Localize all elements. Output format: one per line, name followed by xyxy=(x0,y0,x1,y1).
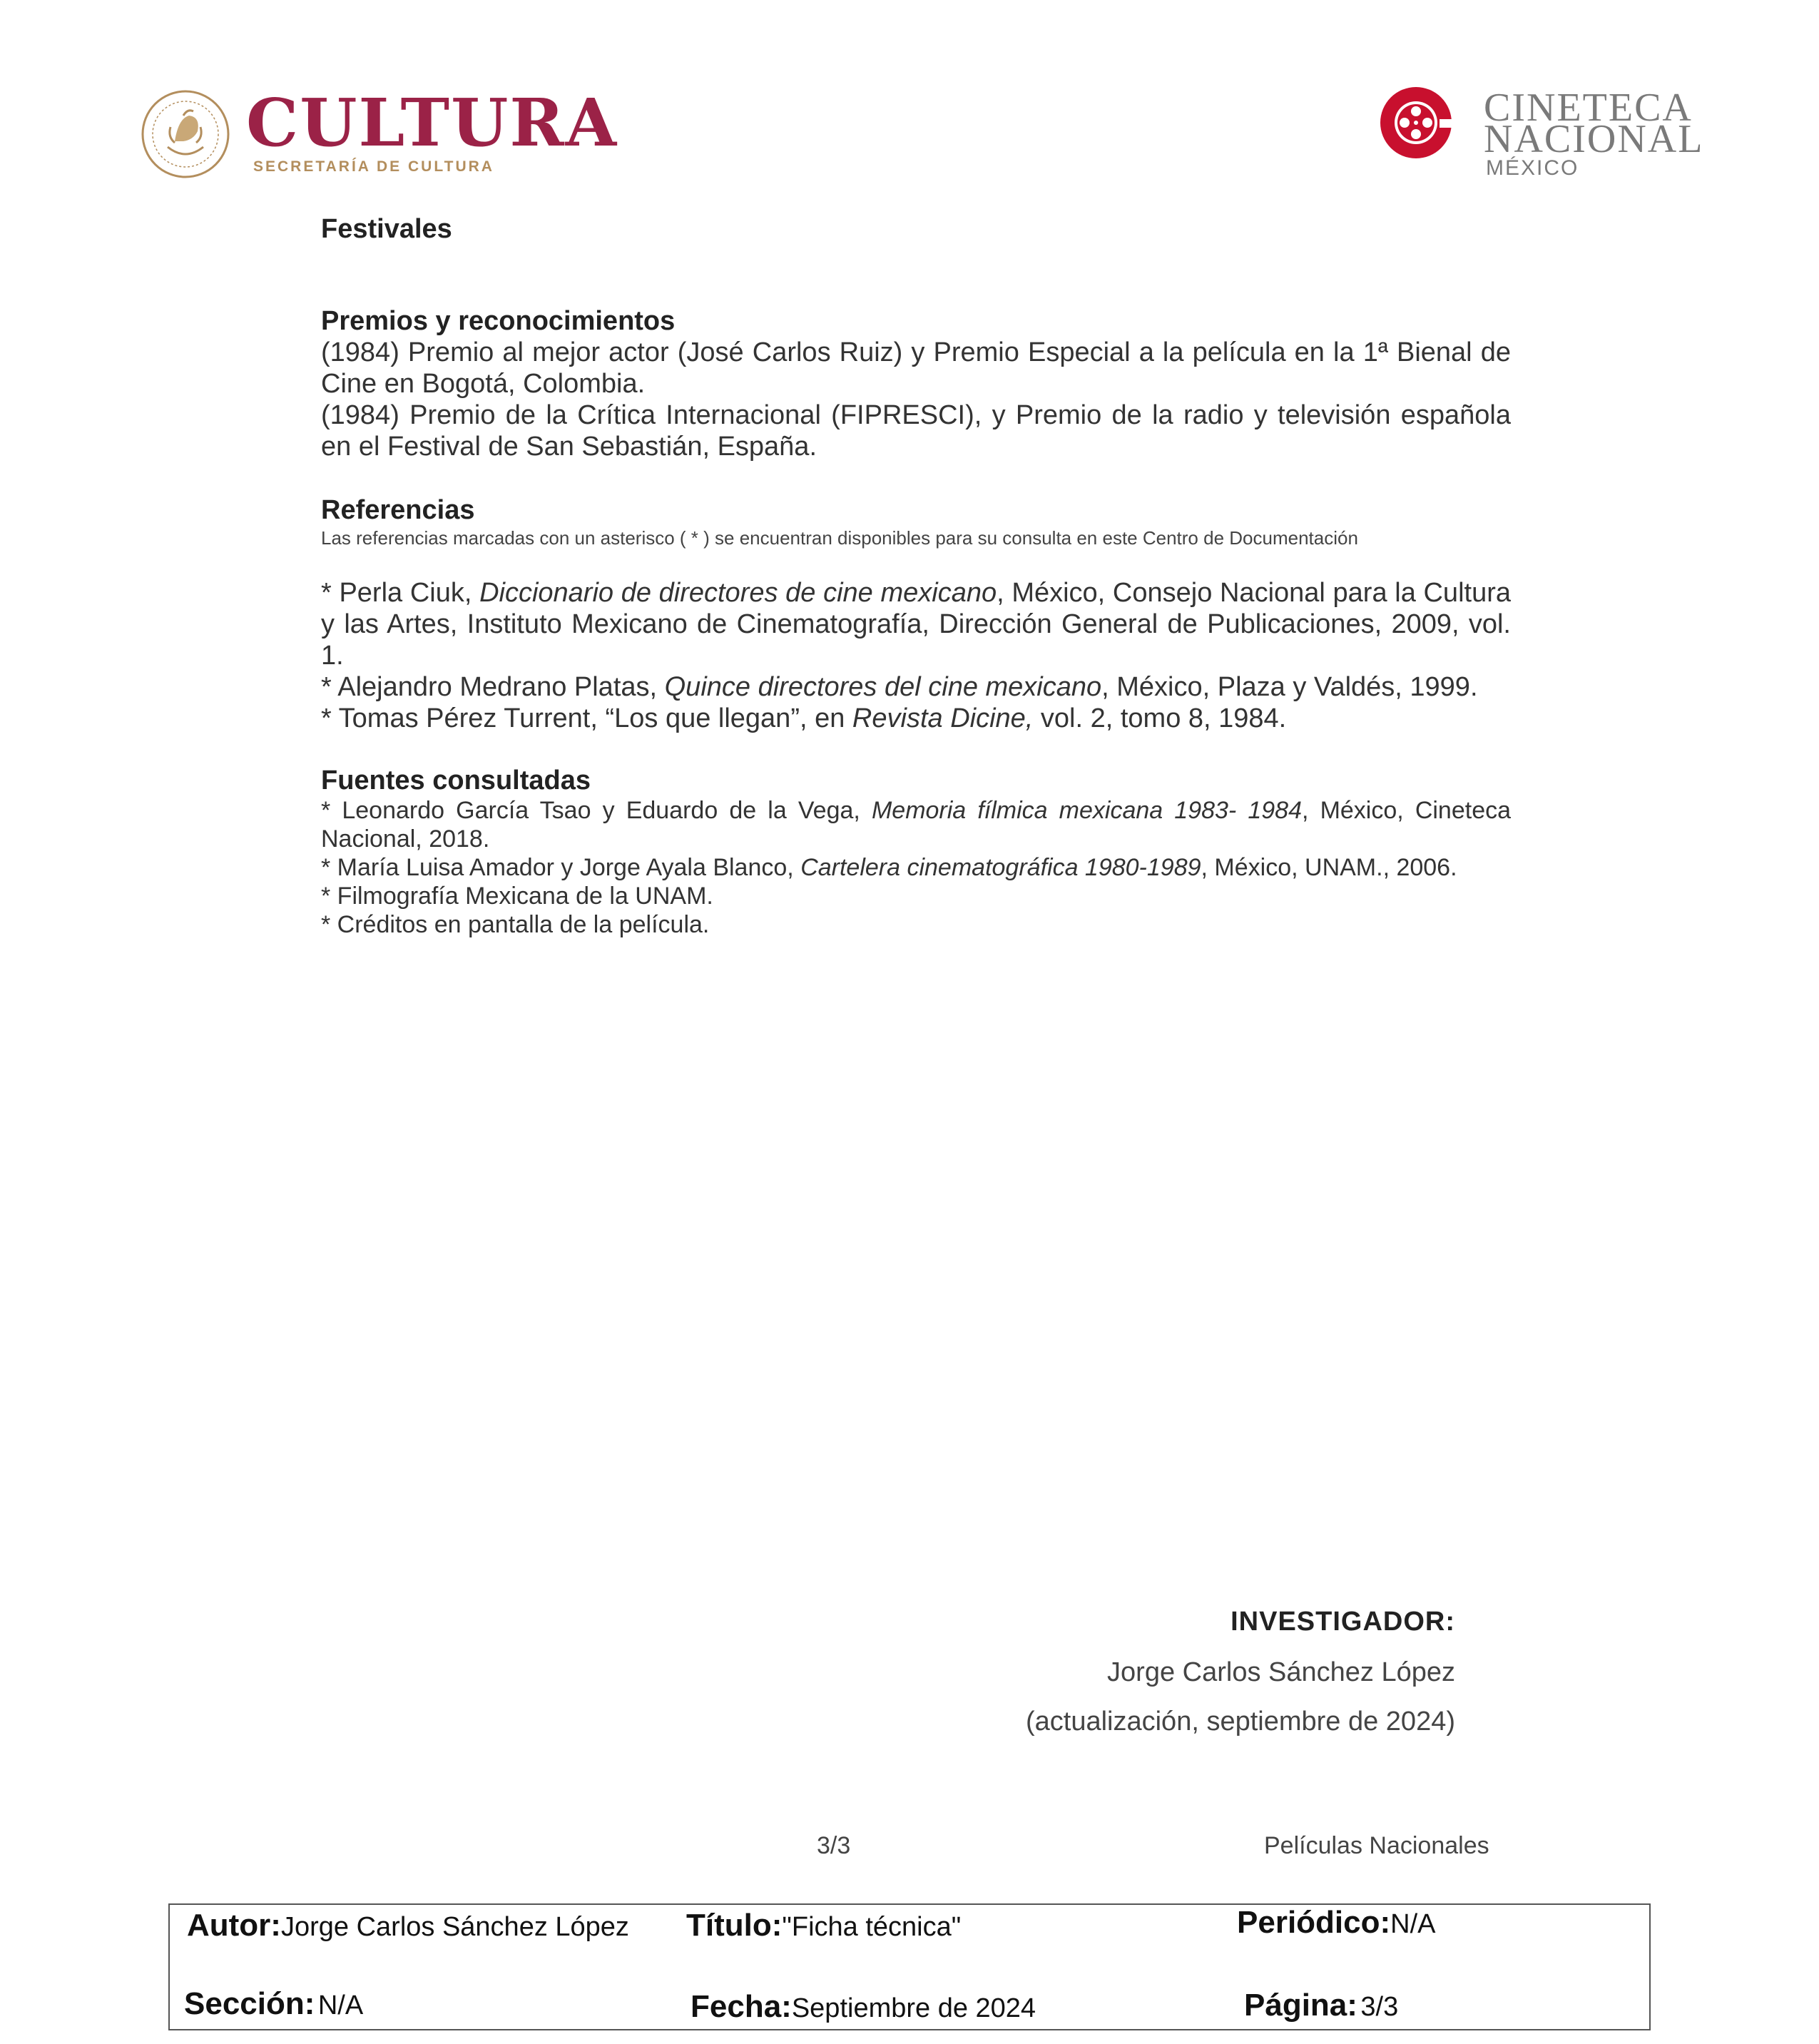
document-body xyxy=(321,214,1511,939)
section-festivales xyxy=(321,214,1511,245)
meta-titulo: Título:"Ficha técnica" xyxy=(686,1908,962,1943)
section-title-premios: Premios y reconocimientos xyxy=(321,306,676,336)
cineteca-line2: NACIONAL xyxy=(1484,117,1704,161)
national-seal-icon xyxy=(139,84,232,184)
meta-seccion: Sección: N/A xyxy=(184,1986,364,2021)
cultura-wordmark: CULTURA xyxy=(246,84,618,161)
reference-item: * Alejandro Medrano Platas, Quince directores del cine mexicano, México, Plaza y Valdés, 1999. xyxy=(321,672,1478,702)
award-item: (1984) Premio al mejor actor (José Carlos Ruiz) y Premio Especial a la película en la 1ª Bienal de Cine en Bogotá, Colombia. xyxy=(321,337,1511,399)
reference-item: * Perla Ciuk, Diccionario de directores de cine mexicano, México, Consejo Nacional para la Cultura y las Artes, Instituto Mexicano de Cinematografía, Dirección General de Publicaciones, 2009, vol. 1. xyxy=(321,578,1511,671)
reference-item: * Tomas Pérez Turrent, “Los que llegan”, en Revista Dicine, vol. 2, tomo 8, 1984. xyxy=(321,703,1287,733)
section-referencias xyxy=(321,495,1511,734)
meta-autor: Autor:Jorge Carlos Sánchez López xyxy=(187,1908,629,1943)
section-title-fuentes: Fuentes consultadas xyxy=(321,766,591,795)
investigator-title: INVESTIGADOR: xyxy=(1230,1607,1455,1637)
cineteca-line3: MÉXICO xyxy=(1486,156,1579,180)
cineteca-logo xyxy=(1377,82,1704,182)
source-item: * Filmografía Mexicana de la UNAM. xyxy=(321,883,713,910)
meta-periodico: Periódico:N/A xyxy=(1237,1905,1436,1940)
section-title-referencias: Referencias xyxy=(321,495,475,525)
investigator-update: (actualización, septiembre de 2024) xyxy=(1025,1707,1455,1737)
cineteca-line1: CINETECA xyxy=(1484,86,1693,130)
source-item: * Créditos en pantalla de la película. xyxy=(321,911,710,938)
metadata-box xyxy=(168,1903,1651,2030)
cultura-logo xyxy=(139,84,618,188)
source-item: * María Luisa Amador y Jorge Ayala Blanco, Cartelera cinematográfica 1980-1989, México, UNAM., 2006. xyxy=(321,854,1457,881)
referencias-note: Las referencias marcadas con un asterisco ( * ) se encuentran disponibles para su consulta en este Centro de Documentación xyxy=(321,527,1358,549)
award-item: (1984) Premio de la Crítica Internacional (FIPRESCI), y Premio de la radio y televisión española en el Festival de San Sebastián, España. xyxy=(321,400,1511,462)
cultura-subtitle: SECRETARÍA DE CULTURA xyxy=(253,158,494,175)
meta-pagina: Página: 3/3 xyxy=(1244,1988,1399,2023)
investigator-name: Jorge Carlos Sánchez López xyxy=(1107,1657,1455,1687)
meta-fecha: Fecha:Septiembre de 2024 xyxy=(691,1989,1036,2024)
section-fuentes xyxy=(321,766,1511,939)
section-premios xyxy=(321,306,1511,462)
source-item: * Leonardo García Tsao y Eduardo de la Vega, Memoria fílmica mexicana 1983- 1984, México, Cineteca Nacional, 2018. xyxy=(321,797,1512,853)
film-reel-icon xyxy=(1377,82,1459,164)
footer-section: Películas Nacionales xyxy=(1264,1832,1489,1859)
section-title-festivales: Festivales xyxy=(321,214,452,244)
referencias-list xyxy=(321,577,1511,734)
investigator-block xyxy=(1026,1607,1455,1737)
page-number: 3/3 xyxy=(817,1832,851,1859)
